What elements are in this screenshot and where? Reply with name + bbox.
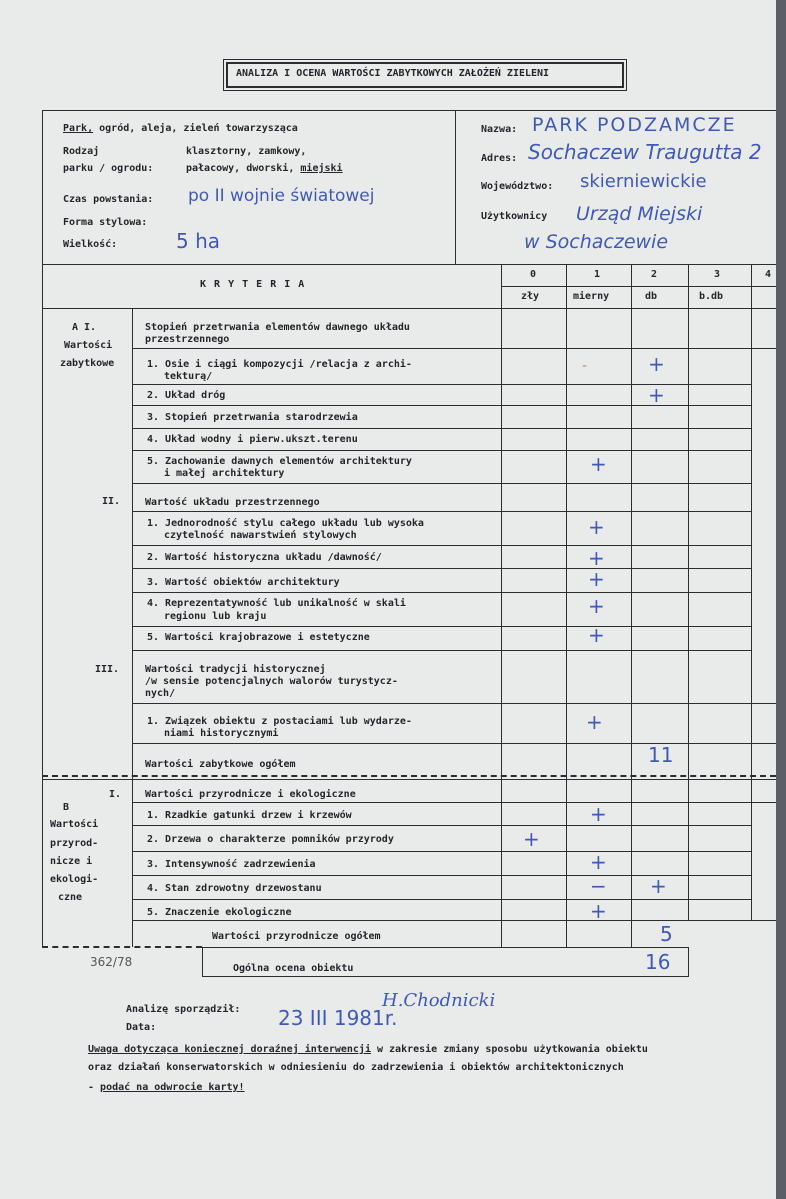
total-a-label: Wartości zabytkowe ogółem — [145, 759, 296, 770]
mark-a1-2: + — [648, 383, 665, 407]
total-b-value: 5 — [660, 922, 673, 946]
mark-a1-5: + — [590, 452, 607, 476]
overall-value: 16 — [645, 950, 671, 974]
row-a3-1b: niami historycznymi — [164, 728, 279, 739]
section-b-heading: Wartości przyrodnicze i ekologiczne — [145, 789, 356, 800]
row-a1-5b: i małej architektury — [164, 468, 285, 479]
overall-label: Ogólna ocena obiektu — [233, 963, 354, 974]
section-a-label: A I. — [72, 322, 97, 333]
mark-a3-1: + — [586, 710, 603, 734]
section-b-label-2: Wartości — [50, 819, 99, 830]
mark-a2-5: + — [588, 623, 605, 647]
adres-value: Sochaczew Traugutta 2 — [528, 140, 762, 164]
section-b-num: I. — [109, 789, 122, 800]
section-b-label-5: ekologi- — [50, 874, 99, 885]
mark-a2-4: + — [588, 594, 605, 618]
row-a1-2: 2. Układ dróg — [147, 390, 226, 401]
rodzaj-selected: miejski — [300, 163, 343, 174]
uwaga-underlined: Uwaga dotycząca koniecznej doraźnej interwencji — [88, 1044, 371, 1055]
scale-4: 4 — [765, 269, 772, 280]
stamp-number: 362/78 — [90, 955, 133, 969]
row-a2-4: 4. Reprezentatywność lub unikalność w skali — [147, 598, 406, 609]
scale-label-mierny: mierny — [573, 291, 610, 302]
scale-0: 0 — [530, 269, 537, 280]
scale-2: 2 — [651, 269, 658, 280]
scale-1: 1 — [594, 269, 601, 280]
nazwa-label: Nazwa: — [481, 124, 518, 135]
uwaga-rest: w zakresie zmiany sposobu użytkowania obiektu — [370, 1044, 648, 1055]
row-b-4: 4. Stan zdrowotny drzewostanu — [147, 883, 322, 894]
mark-a1-1: + — [648, 352, 665, 376]
row-a2-2: 2. Wartość historyczna układu /dawność/ — [147, 552, 382, 563]
uzytkownicy-value-2: w Sochaczewie — [524, 231, 669, 253]
group-3-heading-2: /w sensie potencjalnych walorów turystycz- — [145, 676, 398, 687]
row-a1-3: 3. Stopień przetrwania starodrzewia — [147, 412, 358, 423]
row-a2-4b: regionu lub kraju — [164, 611, 267, 622]
mark-b-5: + — [590, 899, 607, 923]
mark-b-3: + — [590, 850, 607, 874]
nazwa-value: PARK PODZAMCZE — [532, 114, 737, 136]
date-value: 23 III 1981r. — [278, 1006, 398, 1030]
row-a2-5: 5. Wartości krajobrazowe i estetyczne — [147, 632, 370, 643]
uzytkownicy-value-1: Urząd Miejski — [576, 203, 703, 225]
rodzaj-label: Rodzaj — [63, 146, 100, 157]
total-a-value: 11 — [648, 743, 674, 767]
data-label: Data: — [126, 1022, 157, 1033]
group-2-num: II. — [102, 496, 121, 507]
mark-b-2: + — [523, 827, 540, 851]
group-3-heading-1: Wartości tradycji historycznej — [145, 664, 326, 675]
group-1-heading-2: przestrzennego — [145, 334, 230, 345]
section-b-label-4: nicze i — [50, 856, 93, 867]
section-b-label-1: B — [63, 802, 70, 813]
wojewodztwo-value: skierniewickie — [580, 171, 707, 192]
mark-a2-3: + — [588, 567, 605, 591]
uwaga-line-3: podać na odwrocie karty! — [100, 1082, 245, 1093]
mark-b-1: + — [590, 802, 607, 826]
section-a-label-2: Wartości — [64, 340, 113, 351]
total-b-label: Wartości przyrodnicze ogółem — [212, 931, 381, 942]
scale-label-bdb: b.db — [699, 291, 724, 302]
czas-value: po II wojnie światowej — [188, 186, 375, 206]
row-a1-4: 4. Układ wodny i pierw.ukszt.terenu — [147, 434, 358, 445]
type-other: ogród, aleja, zieleń towarzysząca — [99, 123, 298, 134]
adres-label: Adres: — [481, 153, 518, 164]
mark-a1-1-dot: - — [582, 358, 588, 374]
wojewodztwo-label: Województwo: — [481, 181, 554, 192]
row-a1-1: 1. Osie i ciągi kompozycji /relacja z archi- — [147, 359, 412, 370]
row-b-5: 5. Znaczenie ekologiczne — [147, 907, 292, 918]
section-b-label-3: przyrod- — [50, 838, 99, 849]
row-b-1: 1. Rzadkie gatunki drzew i krzewów — [147, 810, 352, 821]
row-b-2: 2. Drzewa o charakterze pomników przyrody — [147, 834, 394, 845]
group-3-num: III. — [95, 664, 120, 675]
row-a3-1: 1. Związek obiektu z postaciami lub wydarze- — [147, 716, 412, 727]
scale-3: 3 — [714, 269, 721, 280]
signature: H.Chodnicki — [382, 990, 496, 1011]
mark-a2-2: + — [588, 546, 605, 570]
wielkosc-label: Wielkość: — [63, 239, 118, 250]
mark-a2-1: + — [588, 515, 605, 539]
group-1-heading: Stopień przetrwania elementów dawnego układu — [145, 322, 410, 333]
analize-label: Analizę sporządził: — [126, 1004, 241, 1015]
scale-label-db: db — [645, 291, 658, 302]
row-a2-3: 3. Wartość obiektów architektury — [147, 577, 340, 588]
kryteria-heading: K R Y T E R I A — [200, 279, 306, 290]
rodzaj-options-2: pałacowy, dworski, — [186, 163, 295, 174]
group-3-heading-3: nych/ — [145, 688, 176, 699]
mark-b-4-minus: − — [590, 874, 607, 898]
row-a2-1b: czytelność nawarstwień stylowych — [164, 530, 357, 541]
uzytkownicy-label: Użytkownicy — [481, 211, 548, 222]
section-b-label-6: czne — [58, 892, 83, 903]
czas-label: Czas powstania: — [63, 194, 154, 205]
scale-label-zly: zły — [521, 291, 540, 302]
row-a1-1b: tekturą/ — [164, 371, 213, 382]
document-title: ANALIZA I OCENA WARTOŚCI ZABYTKOWYCH ZAŁOŻEŃ ZIELENI — [236, 68, 550, 79]
rodzaj-options-1: klasztorny, zamkowy, — [186, 146, 307, 157]
uwaga-dash: - — [88, 1082, 101, 1093]
parku-label: parku / ogrodu: — [63, 163, 154, 174]
row-b-3: 3. Intensywność zadrzewienia — [147, 859, 316, 870]
forma-label: Forma stylowa: — [63, 217, 148, 228]
mark-b-4: + — [650, 874, 667, 898]
group-2-heading: Wartość układu przestrzennego — [145, 497, 320, 508]
type-park: Park, — [63, 123, 94, 134]
wielkosc-value: 5 ha — [176, 229, 221, 253]
uwaga-line-2: oraz działań konserwatorskich w odniesieniu do zadrzewienia i obiektów architektonicznych — [88, 1062, 624, 1073]
row-a1-5: 5. Zachowanie dawnych elementów architektury — [147, 456, 412, 467]
row-a2-1: 1. Jednorodność stylu całego układu lub wysoka — [147, 518, 424, 529]
section-a-label-3: zabytkowe — [60, 358, 115, 369]
